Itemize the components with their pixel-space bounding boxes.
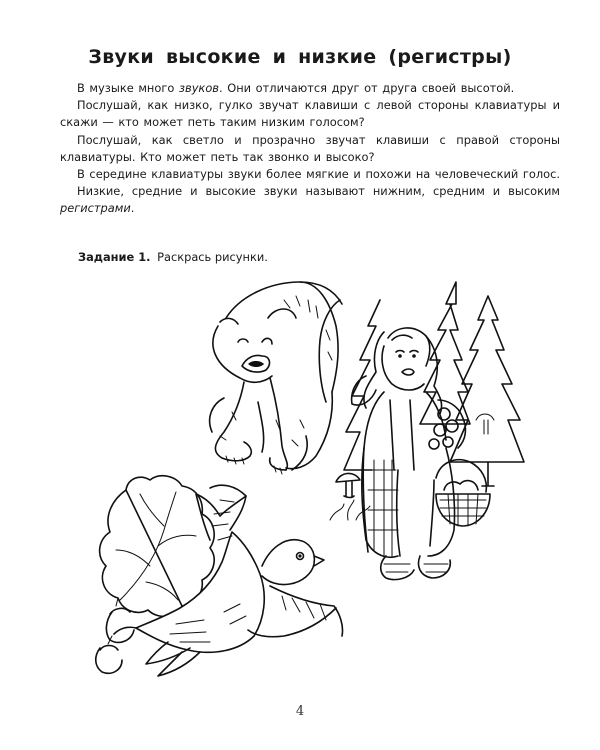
bird-illustration: [114, 485, 343, 676]
italic-term: звуков: [178, 81, 219, 95]
paragraph-1: В музыке много звуков. Они отличаются друг от друга своей высотой.: [77, 81, 515, 95]
page-title: Звуки высокие и низкие (регистры): [88, 46, 512, 68]
paragraph-2: Послушай, как низко, гулко звучат клавиши с левой стороны клавиатуры и скажи — кто может петь таким низким голосом?: [60, 98, 560, 130]
task-label: Задание 1.: [78, 250, 151, 264]
italic-term: регистрами: [60, 201, 131, 216]
bear-illustration: [210, 282, 342, 474]
task-text: Раскрась рисунки.: [157, 250, 268, 264]
girl-with-basket-illustration: [352, 328, 490, 580]
paragraph-4: В середине клавиатуры звуки более мягкие и похожи на человеческий голос.: [77, 167, 561, 182]
page-number: 4: [295, 704, 305, 719]
paragraph-3: Послушай, как светло и прозрачно звучат клавиши с правой стороны клавиатуры. Кто может петь так звонко и высоко?: [60, 132, 560, 164]
paragraph-5: Низкие, средние и высокие звуки называют нижним, средним и высоким регистрами.: [60, 184, 560, 216]
